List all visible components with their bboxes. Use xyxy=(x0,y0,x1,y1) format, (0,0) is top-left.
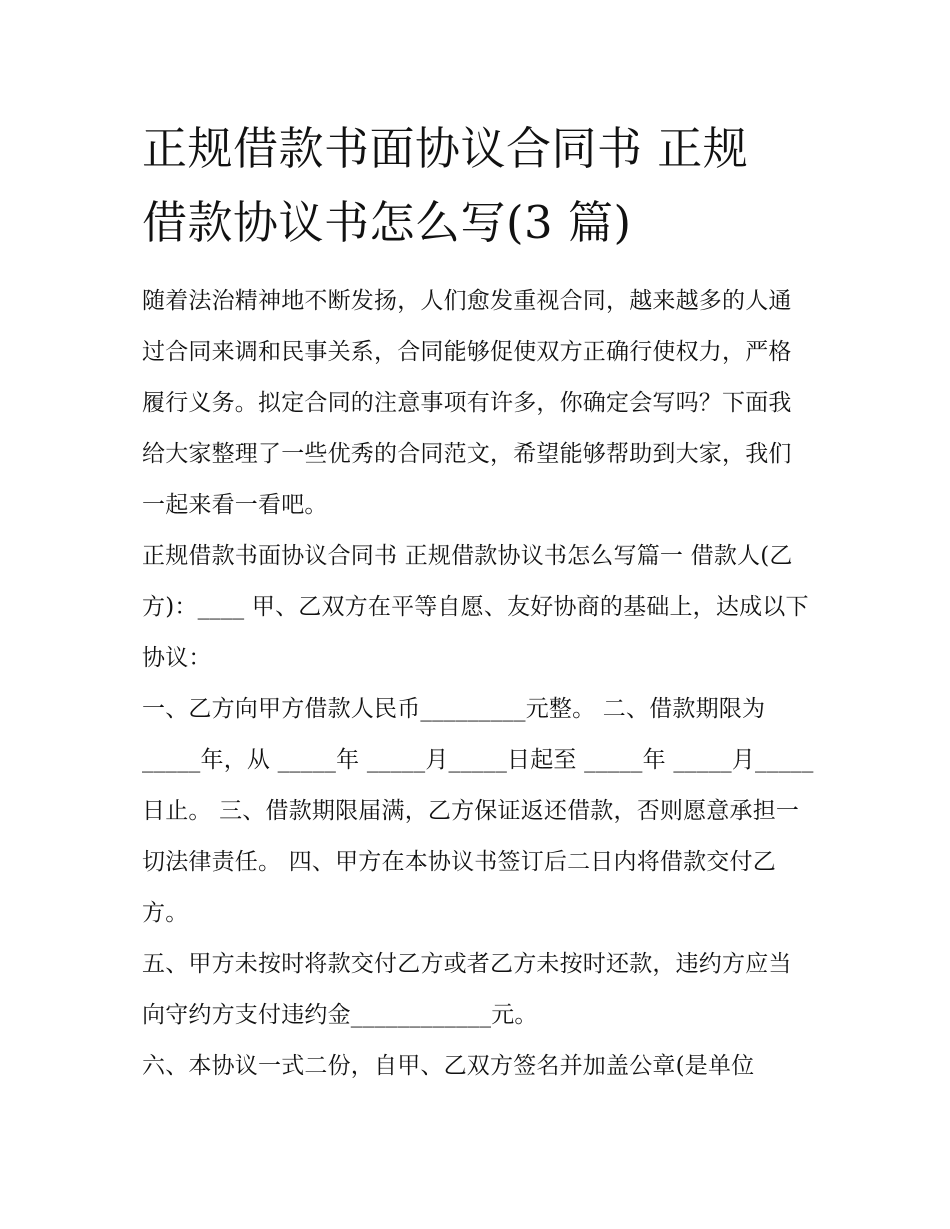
document-title xyxy=(142,112,814,260)
intro-paragraph: 随着法治精神地不断发扬，人们愈发重视合同，越来越多的人通过合同来调和民事关系，合同能够促使双方正确行使权力，严格履行义务。拟定合同的注意事项有许多，你确定会写吗？下面我给大家整理了一些优秀的合同范文，希望能够帮助到大家，我们一起来看一看吧。 xyxy=(142,288,792,518)
agreement-heading-paragraph: 正规借款书面协议合同书 正规借款协议书怎么写篇一 借款人(乙方)：____ 甲、乙双方在平等自愿、友好协商的基础上，达成以下协议： xyxy=(142,543,809,671)
clause-five-paragraph: 五、甲方未按时将款交付乙方或者乙方未按时还款，违约方应当向守约方支付违约金____________元。 xyxy=(142,951,792,1028)
document-body xyxy=(142,112,814,1092)
clause-six-paragraph: 六、本协议一式二份，自甲、乙双方签名并加盖公章(是单位 xyxy=(142,1053,755,1079)
title-line-1: 正规借款书面协议合同书 正规 xyxy=(142,122,749,175)
title-line-2: 借款协议书怎么写(3 篇) xyxy=(142,196,632,249)
clauses-one-to-four-paragraph: 一、乙方向甲方借款人民币_________元整。 二、借款期限为_____年，从 _____年 _____月_____日起至 _____年 _____月_____日止。 三、借款期限届满，乙方保证返还借款，否则愿意承担一切法律责任。 四、甲方在本协议书签订后二日内将借款交付乙方。 xyxy=(142,696,814,926)
